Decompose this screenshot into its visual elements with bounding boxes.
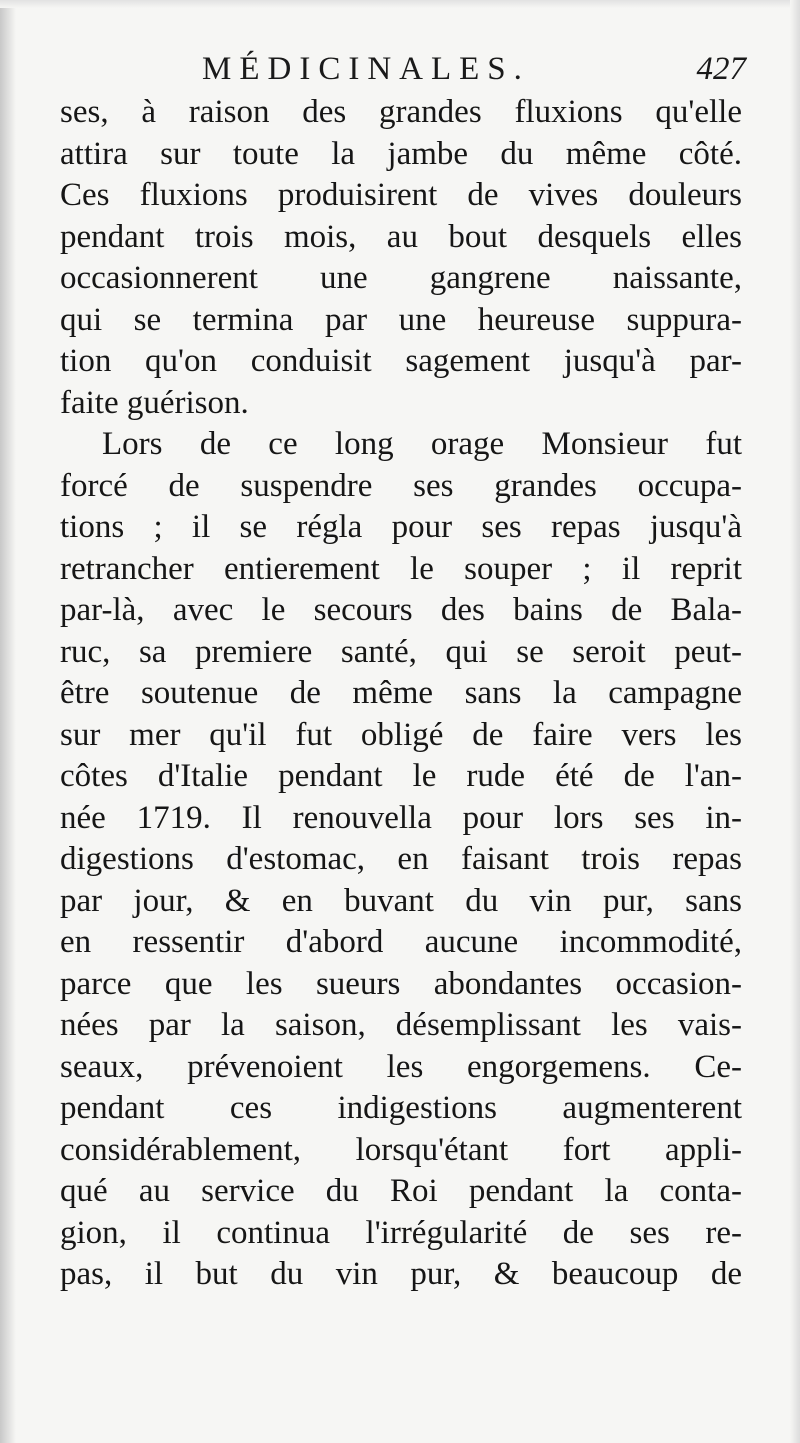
page-header bbox=[60, 46, 746, 92]
page-edge bbox=[790, 0, 800, 1443]
text-line: qui se termina par une heureuse suppura- bbox=[60, 301, 742, 338]
text-line: sur mer qu'il fut obligé de faire vers les bbox=[60, 716, 742, 753]
text-line: par jour, & en buvant du vin pur, sans bbox=[60, 882, 742, 919]
text-line: qué au service du Roi pendant la conta- bbox=[60, 1173, 742, 1209]
text-line: ses, à raison des grandes fluxions qu'elle bbox=[60, 94, 742, 130]
text-line: par-là, avec le secours des bains de Bala- bbox=[60, 592, 742, 628]
text-line: tion qu'on conduisit sagement jusqu'à par- bbox=[60, 343, 742, 379]
text-line: en ressentir d'abord aucune incommodité, bbox=[60, 924, 742, 960]
text-line: faite guérison. bbox=[60, 384, 249, 421]
running-head: MÉDICINALES. bbox=[202, 51, 530, 87]
text-line: ruc, sa premiere santé, qui se seroit peut- bbox=[60, 633, 742, 670]
text-line: gion, il continua l'irrégularité de ses re- bbox=[60, 1214, 742, 1251]
text-line: digestions d'estomac, en faisant trois repas bbox=[60, 841, 742, 877]
text-line: seaux, prévenoient les engorgemens. Ce- bbox=[60, 1048, 742, 1085]
text-line: nées par la saison, désemplissant les vais- bbox=[60, 1007, 742, 1043]
paragraph-start-line: Lors de ce long orage Monsieur fut bbox=[102, 426, 742, 462]
text-line: Ces fluxions produisirent de vives douleurs bbox=[60, 177, 742, 213]
text-line: parce que les sueurs abondantes occasion- bbox=[60, 965, 742, 1002]
text-line: être soutenue de même sans la campagne bbox=[60, 675, 742, 711]
text-line: pendant trois mois, au bout desquels elles bbox=[60, 218, 742, 255]
text-line: retrancher entierement le souper ; il reprit bbox=[60, 550, 742, 587]
page-number: 427 bbox=[696, 51, 746, 87]
top-edge-shadow bbox=[0, 0, 800, 8]
body-text bbox=[60, 92, 742, 1296]
text-line: attira sur toute la jambe du même côté. bbox=[60, 135, 742, 172]
text-line: considérablement, lorsqu'étant fort appli- bbox=[60, 1131, 742, 1168]
text-line: pas, il but du vin pur, & beaucoup de bbox=[60, 1256, 742, 1292]
text-line: née 1719. Il renouvella pour lors ses in- bbox=[60, 799, 742, 836]
text-line: tions ; il se régla pour ses repas jusqu'à bbox=[60, 509, 742, 545]
text-line: occasionnerent une gangrene naissante, bbox=[60, 260, 742, 296]
gutter-shadow bbox=[0, 0, 16, 1443]
text-line: côtes d'Italie pendant le rude été de l'an- bbox=[60, 758, 742, 794]
text-line: forcé de suspendre ses grandes occupa- bbox=[60, 467, 742, 504]
text-line: pendant ces indigestions augmenterent bbox=[60, 1090, 742, 1126]
